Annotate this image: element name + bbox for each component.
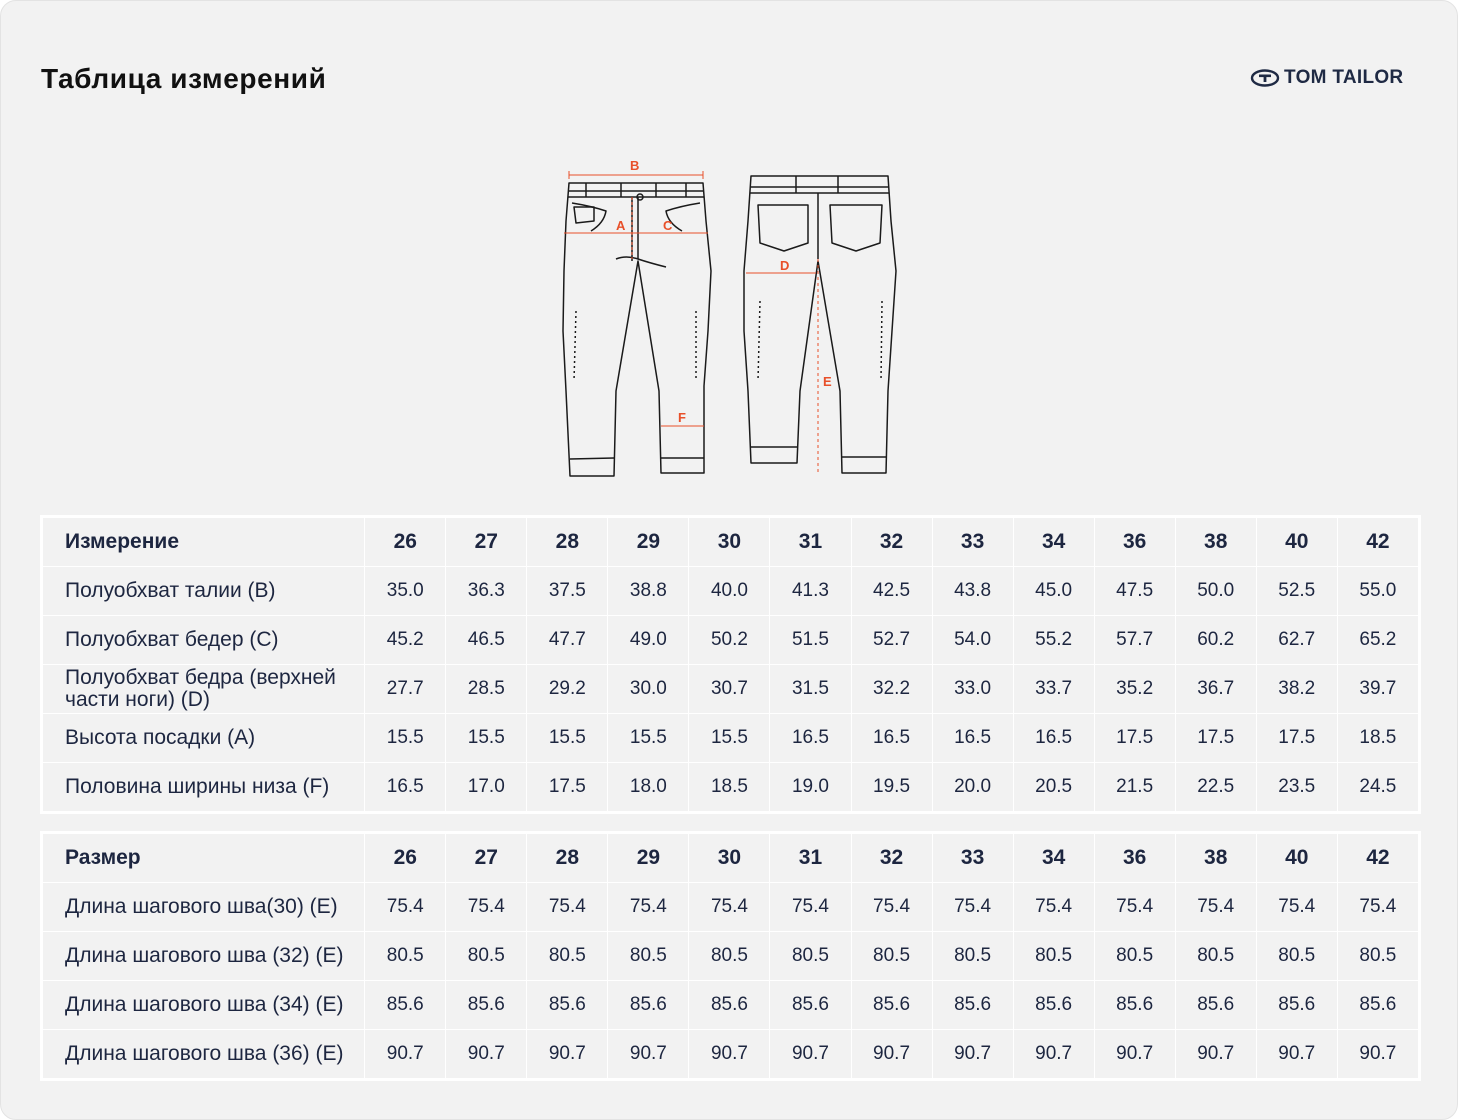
size-header-cell: 34 — [1013, 834, 1094, 883]
page-title: Таблица измерений — [41, 63, 327, 94]
value-cell: 28.5 — [446, 665, 527, 714]
value-cell: 40.0 — [689, 567, 770, 616]
value-cell: 19.0 — [770, 763, 851, 812]
size-header-cell: 29 — [608, 518, 689, 567]
value-cell: 16.5 — [770, 714, 851, 763]
value-cell: 17.5 — [1094, 714, 1175, 763]
size-header-cell: 33 — [932, 518, 1013, 567]
value-cell: 75.4 — [608, 883, 689, 932]
table-row — [43, 665, 1419, 714]
value-cell: 90.7 — [527, 1030, 608, 1079]
value-cell: 43.8 — [932, 567, 1013, 616]
value-cell: 80.5 — [689, 932, 770, 981]
value-cell: 52.7 — [851, 616, 932, 665]
value-cell: 85.6 — [1175, 981, 1256, 1030]
value-cell: 15.5 — [365, 714, 446, 763]
value-cell: 17.5 — [1256, 714, 1337, 763]
value-cell: 75.4 — [851, 883, 932, 932]
row-label: Половина ширины низа (F) — [43, 763, 365, 812]
value-cell: 16.5 — [932, 714, 1013, 763]
value-cell: 90.7 — [1256, 1030, 1337, 1079]
value-cell: 29.2 — [527, 665, 608, 714]
size-header-cell: 31 — [770, 518, 851, 567]
size-header-cell: 30 — [689, 834, 770, 883]
diagram-label-e: E — [823, 374, 832, 389]
table-row — [43, 763, 1419, 812]
diagram-label-a: A — [616, 218, 626, 233]
value-cell: 18.5 — [1337, 714, 1418, 763]
table-row — [43, 932, 1419, 981]
jeans-measurement-diagram — [546, 151, 906, 481]
value-cell: 90.7 — [365, 1030, 446, 1079]
value-cell: 80.5 — [932, 932, 1013, 981]
value-cell: 38.2 — [1256, 665, 1337, 714]
size-header-cell: 38 — [1175, 834, 1256, 883]
value-cell: 75.4 — [1175, 883, 1256, 932]
value-cell: 90.7 — [851, 1030, 932, 1079]
value-cell: 85.6 — [608, 981, 689, 1030]
value-cell: 80.5 — [608, 932, 689, 981]
value-cell: 20.5 — [1013, 763, 1094, 812]
value-cell: 23.5 — [1256, 763, 1337, 812]
row-label: Высота посадки (A) — [43, 714, 365, 763]
size-header-cell: 26 — [365, 834, 446, 883]
diagram-label-d: D — [780, 258, 790, 273]
value-cell: 80.5 — [1175, 932, 1256, 981]
value-cell: 17.5 — [527, 763, 608, 812]
size-header-cell: 27 — [446, 834, 527, 883]
value-cell: 80.5 — [365, 932, 446, 981]
value-cell: 36.7 — [1175, 665, 1256, 714]
value-cell: 85.6 — [1256, 981, 1337, 1030]
value-cell: 75.4 — [446, 883, 527, 932]
value-cell: 24.5 — [1337, 763, 1418, 812]
value-cell: 85.6 — [446, 981, 527, 1030]
value-cell: 17.0 — [446, 763, 527, 812]
value-cell: 39.7 — [1337, 665, 1418, 714]
jeans-back-outline — [744, 176, 896, 473]
table-row — [43, 567, 1419, 616]
value-cell: 75.4 — [1256, 883, 1337, 932]
value-cell: 85.6 — [932, 981, 1013, 1030]
value-cell: 60.2 — [1175, 616, 1256, 665]
value-cell: 41.3 — [770, 567, 851, 616]
value-cell: 15.5 — [689, 714, 770, 763]
value-cell: 16.5 — [1013, 714, 1094, 763]
value-cell: 55.0 — [1337, 567, 1418, 616]
table-row — [43, 714, 1419, 763]
value-cell: 55.2 — [1013, 616, 1094, 665]
brand-logo — [1250, 67, 1403, 89]
table-row — [43, 981, 1419, 1030]
size-header-cell: 40 — [1256, 518, 1337, 567]
value-cell: 62.7 — [1256, 616, 1337, 665]
table-header-label: Измерение — [43, 518, 365, 567]
value-cell: 33.0 — [932, 665, 1013, 714]
row-label: Длина шагового шва (34) (E) — [43, 981, 365, 1030]
value-cell: 15.5 — [527, 714, 608, 763]
value-cell: 85.6 — [689, 981, 770, 1030]
value-cell: 16.5 — [365, 763, 446, 812]
value-cell: 75.4 — [365, 883, 446, 932]
value-cell: 54.0 — [932, 616, 1013, 665]
table-header-row — [43, 834, 1419, 883]
row-label: Полуобхват бедер (C) — [43, 616, 365, 665]
value-cell: 75.4 — [689, 883, 770, 932]
value-cell: 57.7 — [1094, 616, 1175, 665]
value-cell: 20.0 — [932, 763, 1013, 812]
value-cell: 52.5 — [1256, 567, 1337, 616]
value-cell: 45.2 — [365, 616, 446, 665]
size-header-cell: 28 — [527, 518, 608, 567]
value-cell: 46.5 — [446, 616, 527, 665]
size-header-cell: 36 — [1094, 518, 1175, 567]
value-cell: 37.5 — [527, 567, 608, 616]
row-label: Длина шагового шва (32) (E) — [43, 932, 365, 981]
diagram-label-b: B — [630, 158, 640, 173]
size-header-cell: 40 — [1256, 834, 1337, 883]
size-header-cell: 38 — [1175, 518, 1256, 567]
value-cell: 80.5 — [527, 932, 608, 981]
value-cell: 85.6 — [527, 981, 608, 1030]
value-cell: 85.6 — [1337, 981, 1418, 1030]
size-header-cell: 28 — [527, 834, 608, 883]
value-cell: 80.5 — [1013, 932, 1094, 981]
value-cell: 80.5 — [446, 932, 527, 981]
value-cell: 21.5 — [1094, 763, 1175, 812]
size-header-cell: 42 — [1337, 834, 1418, 883]
value-cell: 75.4 — [1337, 883, 1418, 932]
value-cell: 35.2 — [1094, 665, 1175, 714]
size-header-cell: 26 — [365, 518, 446, 567]
value-cell: 65.2 — [1337, 616, 1418, 665]
value-cell: 17.5 — [1175, 714, 1256, 763]
value-cell: 15.5 — [608, 714, 689, 763]
value-cell: 32.2 — [851, 665, 932, 714]
size-header-cell: 33 — [932, 834, 1013, 883]
value-cell: 80.5 — [1337, 932, 1418, 981]
row-label: Длина шагового шва (36) (E) — [43, 1030, 365, 1079]
table-row — [43, 616, 1419, 665]
value-cell: 80.5 — [1094, 932, 1175, 981]
value-cell: 85.6 — [1094, 981, 1175, 1030]
size-header-cell: 32 — [851, 834, 932, 883]
value-cell: 47.7 — [527, 616, 608, 665]
value-cell: 80.5 — [1256, 932, 1337, 981]
value-cell: 22.5 — [1175, 763, 1256, 812]
value-cell: 90.7 — [1013, 1030, 1094, 1079]
value-cell: 75.4 — [527, 883, 608, 932]
value-cell: 30.0 — [608, 665, 689, 714]
value-cell: 85.6 — [851, 981, 932, 1030]
value-cell: 36.3 — [446, 567, 527, 616]
row-label: Полуобхват талии (B) — [43, 567, 365, 616]
value-cell: 90.7 — [608, 1030, 689, 1079]
value-cell: 47.5 — [1094, 567, 1175, 616]
diagram-label-c: C — [663, 218, 673, 233]
table-header-label: Размер — [43, 834, 365, 883]
value-cell: 42.5 — [851, 567, 932, 616]
value-cell: 38.8 — [608, 567, 689, 616]
value-cell: 18.5 — [689, 763, 770, 812]
brand-name: TOM TAILOR — [1284, 67, 1404, 88]
value-cell: 16.5 — [851, 714, 932, 763]
measurements-table — [42, 517, 1419, 812]
value-cell: 85.6 — [365, 981, 446, 1030]
value-cell: 18.0 — [608, 763, 689, 812]
value-cell: 30.7 — [689, 665, 770, 714]
value-cell: 15.5 — [446, 714, 527, 763]
size-header-cell: 27 — [446, 518, 527, 567]
value-cell: 90.7 — [1337, 1030, 1418, 1079]
value-cell: 49.0 — [608, 616, 689, 665]
value-cell: 35.0 — [365, 567, 446, 616]
size-header-cell: 36 — [1094, 834, 1175, 883]
table-row — [43, 883, 1419, 932]
value-cell: 75.4 — [1013, 883, 1094, 932]
value-cell: 45.0 — [1013, 567, 1094, 616]
inseam-table — [42, 833, 1419, 1079]
value-cell: 19.5 — [851, 763, 932, 812]
value-cell: 85.6 — [1013, 981, 1094, 1030]
value-cell: 90.7 — [689, 1030, 770, 1079]
table-header-row — [43, 518, 1419, 567]
size-header-cell: 30 — [689, 518, 770, 567]
value-cell: 33.7 — [1013, 665, 1094, 714]
value-cell: 51.5 — [770, 616, 851, 665]
value-cell: 50.2 — [689, 616, 770, 665]
value-cell: 27.7 — [365, 665, 446, 714]
row-label: Длина шагового шва(30) (E) — [43, 883, 365, 932]
table-row — [43, 1030, 1419, 1079]
value-cell: 75.4 — [770, 883, 851, 932]
size-header-cell: 31 — [770, 834, 851, 883]
value-cell: 50.0 — [1175, 567, 1256, 616]
value-cell: 31.5 — [770, 665, 851, 714]
value-cell: 90.7 — [932, 1030, 1013, 1079]
value-cell: 90.7 — [770, 1030, 851, 1079]
value-cell: 80.5 — [851, 932, 932, 981]
size-header-cell: 32 — [851, 518, 932, 567]
size-header-cell: 34 — [1013, 518, 1094, 567]
row-label: Полуобхват бедра (верхней части ноги) (D) — [43, 665, 365, 714]
value-cell: 75.4 — [932, 883, 1013, 932]
value-cell: 75.4 — [1094, 883, 1175, 932]
value-cell: 90.7 — [1175, 1030, 1256, 1079]
value-cell: 80.5 — [770, 932, 851, 981]
value-cell: 90.7 — [446, 1030, 527, 1079]
size-header-cell: 29 — [608, 834, 689, 883]
tom-tailor-logo-icon — [1250, 69, 1280, 87]
jeans-front-outline — [563, 183, 711, 476]
value-cell: 90.7 — [1094, 1030, 1175, 1079]
diagram-label-f: F — [678, 410, 686, 425]
size-header-cell: 42 — [1337, 518, 1418, 567]
value-cell: 85.6 — [770, 981, 851, 1030]
